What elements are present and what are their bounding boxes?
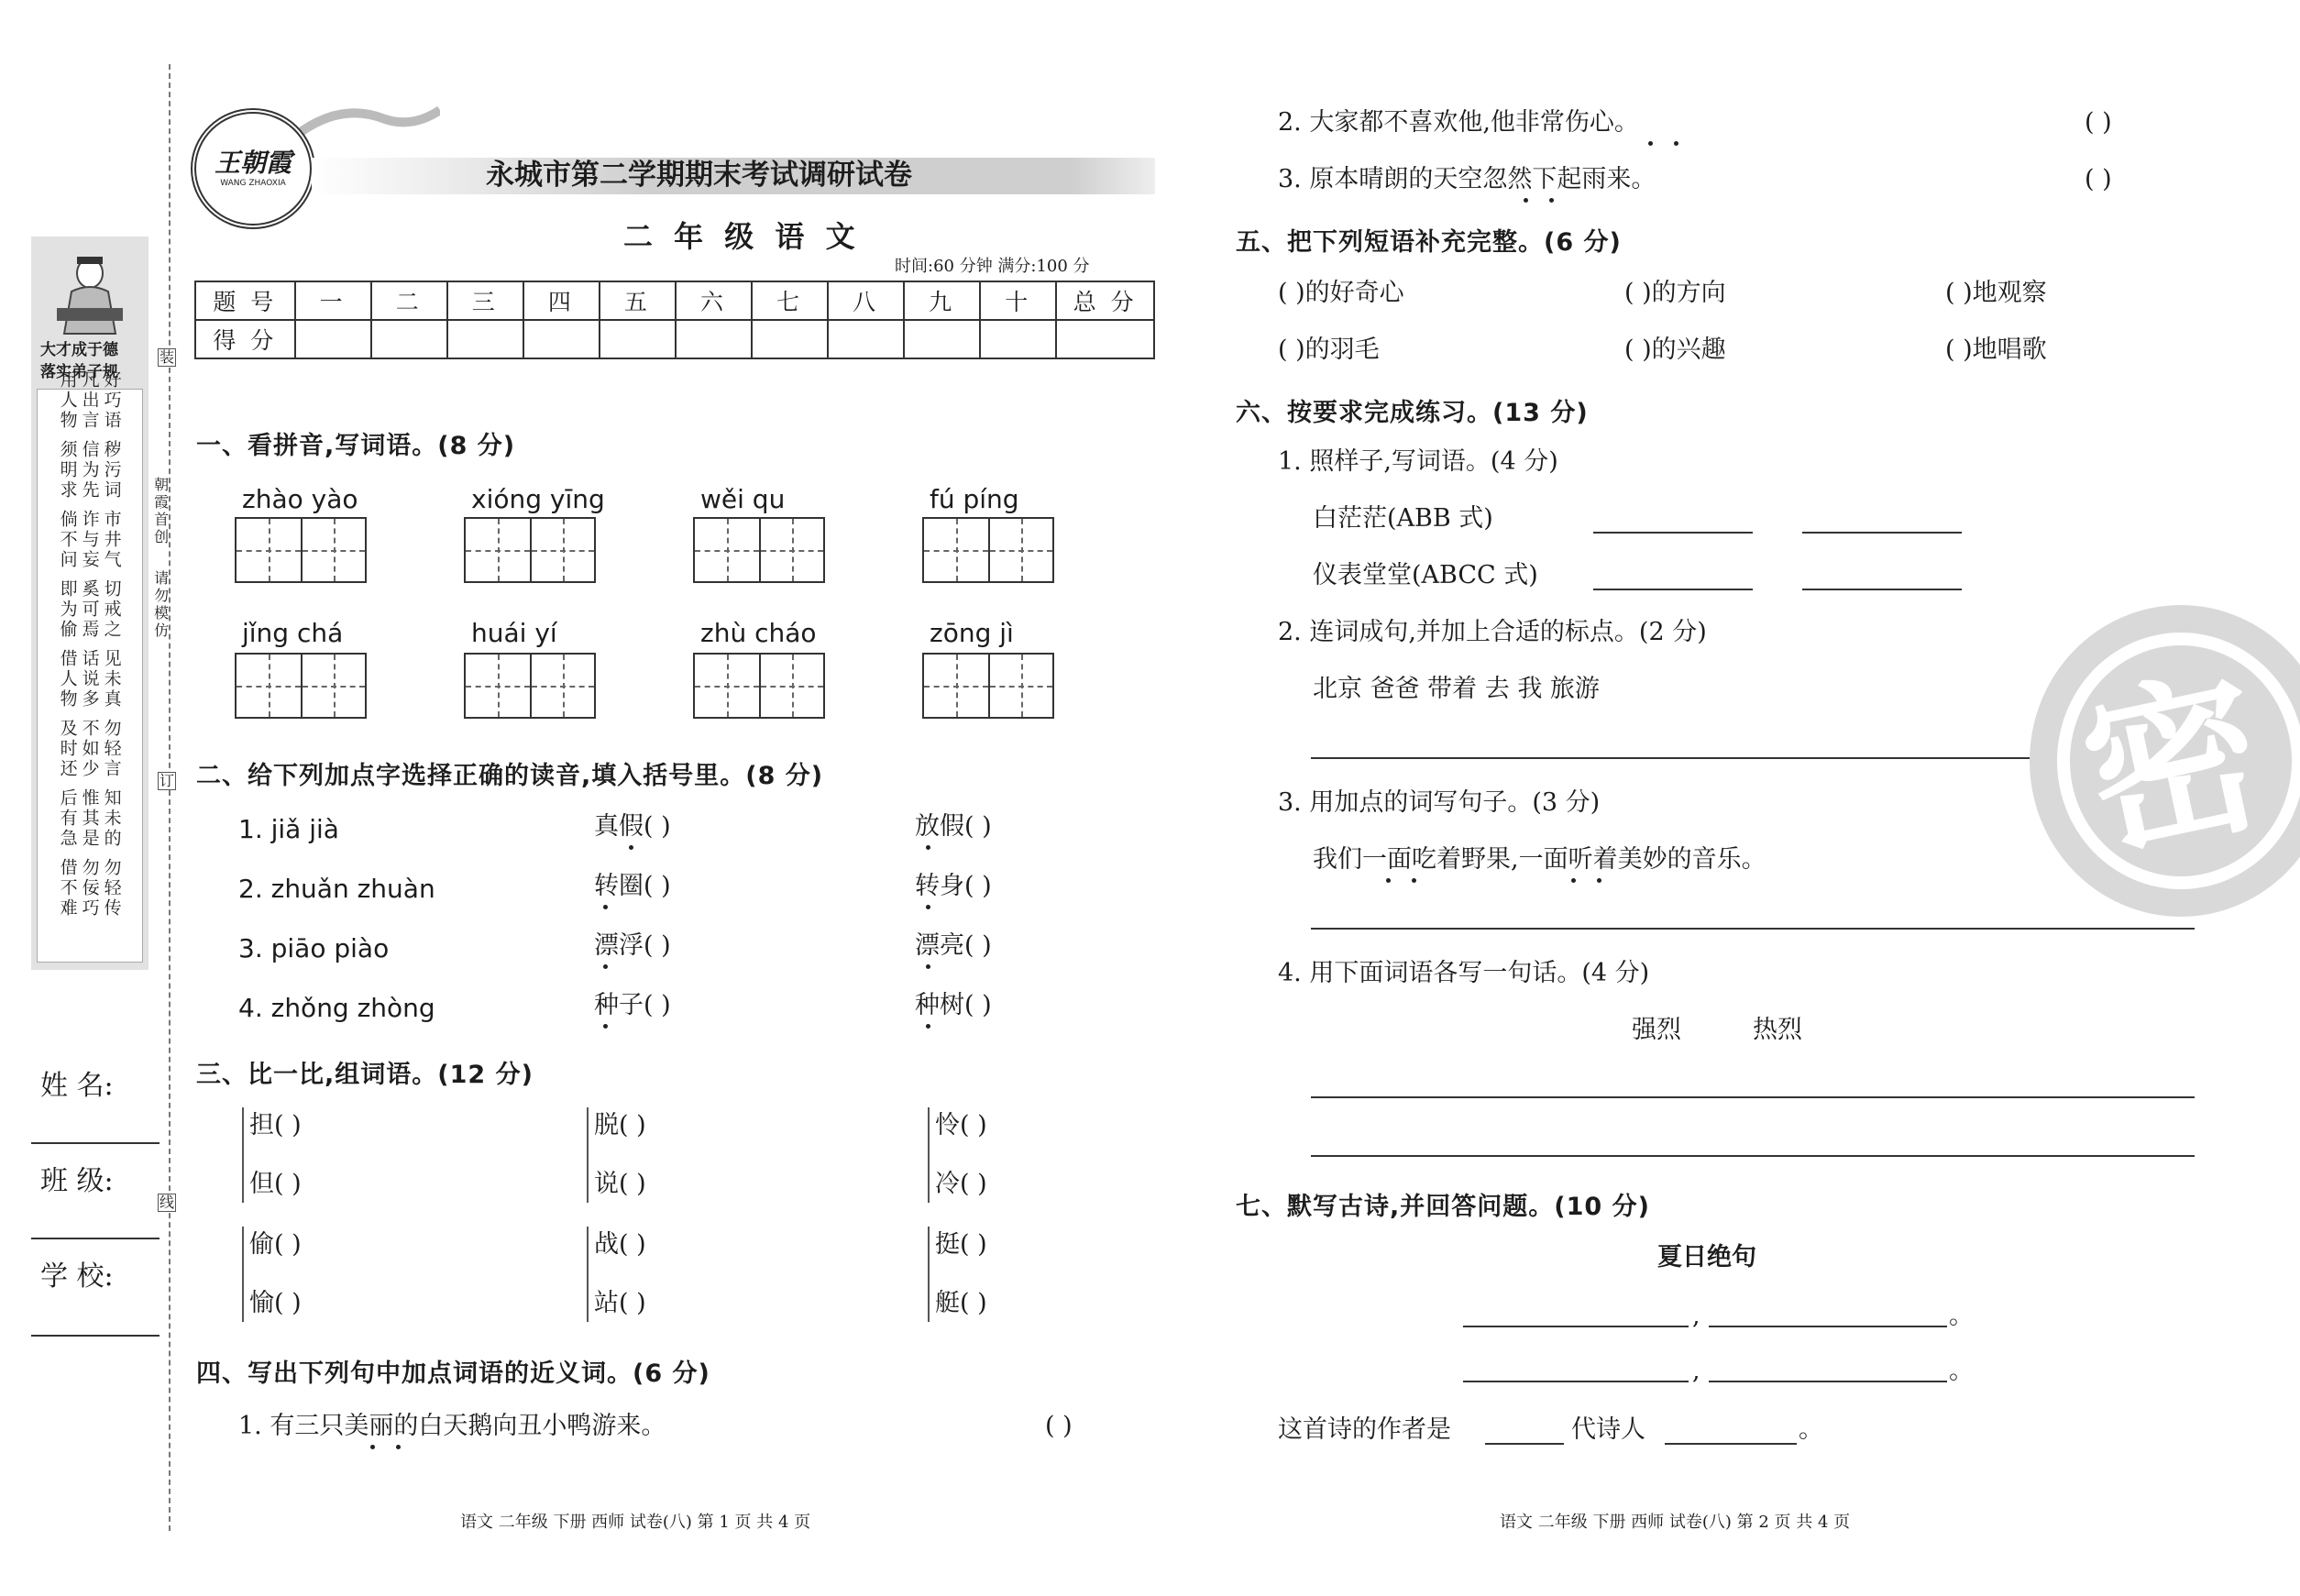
phrase-item[interactable]: ( )的羽毛 bbox=[1278, 336, 1380, 364]
emphasis-dot bbox=[1386, 878, 1391, 883]
poem-blank[interactable] bbox=[1709, 1381, 1947, 1382]
q4-paren-2[interactable]: ( ) bbox=[2085, 108, 2112, 137]
poem-comma: , bbox=[1692, 1357, 1700, 1385]
poem-comma: , bbox=[1692, 1302, 1700, 1330]
proverb-column: 用人物 bbox=[57, 370, 78, 431]
confidential-stamp bbox=[2030, 605, 2300, 917]
proverb-column: 须明求 bbox=[57, 440, 78, 501]
score-table-score-row bbox=[195, 320, 1154, 358]
score-header-cell: 总 分 bbox=[1056, 281, 1154, 320]
q6-sentence: 我们一面吃着野果,一面听着美妙的音乐。 bbox=[1313, 845, 1766, 874]
q6-word-2: 热烈 bbox=[1753, 1016, 1802, 1044]
q6-example-2: 仪表堂堂(ABCC 式) bbox=[1313, 561, 1538, 589]
proverb-column: 勿轻传 bbox=[101, 858, 122, 919]
vertical-note-2: 请勿模仿 bbox=[151, 570, 170, 640]
compare-item[interactable]: 愉( ) bbox=[249, 1289, 302, 1317]
tianzige-cell[interactable] bbox=[695, 519, 759, 581]
vertical-note-1: 朝霞首创 bbox=[151, 477, 170, 546]
pinyin-options: 1. jiǎ jià bbox=[238, 814, 339, 844]
tianzige-cell[interactable] bbox=[924, 655, 988, 717]
proverb-column: 诈与妄 bbox=[79, 510, 100, 570]
compare-item[interactable]: 战( ) bbox=[594, 1230, 646, 1259]
phrase-item[interactable]: ( )地观察 bbox=[1945, 279, 2047, 307]
tianzige-box[interactable] bbox=[464, 517, 596, 583]
phrase-item[interactable]: ( )地唱歌 bbox=[1945, 336, 2047, 364]
tianzige-cell[interactable] bbox=[301, 655, 365, 717]
score-table bbox=[194, 281, 1155, 359]
compare-item[interactable]: 怜( ) bbox=[935, 1111, 987, 1139]
compare-item[interactable]: 偷( ) bbox=[249, 1230, 302, 1259]
answer-blank[interactable] bbox=[1593, 589, 1753, 590]
author-prompt-2: 代诗人 bbox=[1571, 1415, 1645, 1444]
answer-line[interactable] bbox=[1311, 928, 2195, 930]
answer-line[interactable] bbox=[1311, 1096, 2195, 1098]
score-header-cell: 九 bbox=[904, 281, 980, 320]
answer-blank[interactable] bbox=[1802, 589, 1962, 590]
pair-bracket bbox=[242, 1107, 244, 1203]
word-choice[interactable]: 种子( ) bbox=[594, 991, 671, 1019]
tianzige-cell[interactable] bbox=[530, 519, 594, 581]
pair-bracket bbox=[587, 1227, 589, 1322]
dynasty-blank[interactable] bbox=[1485, 1443, 1564, 1445]
emphasis-dot bbox=[926, 845, 930, 850]
cut-mark-3: 线 bbox=[160, 1194, 175, 1211]
q6-sub4: 4. 用下面词语各写一句话。(4 分) bbox=[1278, 959, 1650, 987]
score-header-cell: 八 bbox=[828, 281, 904, 320]
tianzige-cell[interactable] bbox=[301, 519, 365, 581]
pair-bracket bbox=[587, 1107, 589, 1203]
pinyin-label: wěi qu bbox=[700, 484, 786, 514]
motto-line-2: 落实弟子规 bbox=[40, 363, 118, 381]
emphasis-dot bbox=[1412, 878, 1416, 883]
author-prompt-3: 。 bbox=[1799, 1415, 1823, 1444]
pair-bracket bbox=[928, 1227, 930, 1322]
poem-period: 。 bbox=[1949, 1357, 1974, 1385]
emphasis-dot bbox=[926, 905, 930, 909]
word-choice[interactable]: 漂浮( ) bbox=[594, 931, 671, 960]
stamp-character: 密 bbox=[2066, 646, 2281, 884]
emphasis-dot bbox=[603, 905, 608, 909]
word-choice[interactable]: 放假( ) bbox=[915, 812, 992, 841]
school-label: 学 校: bbox=[40, 1260, 114, 1293]
pinyin-options: 3. piāo piào bbox=[238, 933, 390, 963]
answer-blank[interactable] bbox=[1802, 532, 1962, 534]
emphasis-dot bbox=[1674, 141, 1678, 146]
footer-left: 语文 二年级 下册 西师 试卷(八) 第 1 页 共 4 页 bbox=[460, 1513, 811, 1532]
q4-item-2: 2. 大家都不喜欢他,他非常伤心。 bbox=[1278, 108, 1639, 137]
score-row-label: 得 分 bbox=[195, 320, 295, 358]
emphasis-dot bbox=[1571, 878, 1576, 883]
pinyin-options: 2. zhuǎn zhuàn bbox=[238, 874, 435, 904]
proverb-column: 切戒之 bbox=[101, 579, 122, 640]
proverb-column: 信为先 bbox=[79, 440, 100, 501]
pinyin-label: xióng yīng bbox=[471, 484, 605, 514]
score-input-cell[interactable] bbox=[523, 320, 600, 358]
proverb-column: 见未真 bbox=[101, 649, 122, 710]
q4-item-1: 1. 有三只美丽的白天鹅向丑小鸭游来。 bbox=[238, 1412, 666, 1440]
poem-blank[interactable] bbox=[1709, 1326, 1947, 1327]
proverb-column: 借人物 bbox=[57, 649, 78, 710]
compare-item[interactable]: 说( ) bbox=[594, 1170, 646, 1198]
score-input-cell[interactable] bbox=[371, 320, 447, 358]
author-prompt: 这首诗的作者是 bbox=[1278, 1415, 1451, 1444]
word-choice[interactable]: 转圈( ) bbox=[594, 872, 671, 900]
emphasis-dot bbox=[1524, 198, 1528, 203]
proverb-column: 话说多 bbox=[79, 649, 100, 710]
exam-title: 永城市第二学期期末考试调研试卷 bbox=[486, 159, 912, 192]
compare-item[interactable]: 艇( ) bbox=[935, 1289, 987, 1317]
poem-period: 。 bbox=[1949, 1302, 1974, 1330]
q3-title: 三、比一比,组词语。(12 分) bbox=[196, 1061, 534, 1089]
score-header-cell: 二 bbox=[371, 281, 447, 320]
score-input-cell[interactable] bbox=[447, 320, 523, 358]
score-input-cell[interactable] bbox=[1056, 320, 1154, 358]
compare-item[interactable]: 冷( ) bbox=[935, 1170, 987, 1198]
q4-paren-1[interactable]: ( ) bbox=[1045, 1412, 1073, 1440]
emphasis-dot bbox=[603, 964, 608, 969]
class-blank bbox=[31, 1238, 160, 1239]
cut-mark-1: 装 bbox=[160, 348, 175, 366]
score-input-cell[interactable] bbox=[295, 320, 371, 358]
pinyin-label: zōng jì bbox=[930, 618, 1014, 648]
pinyin-label: zhào yào bbox=[242, 484, 358, 514]
tianzige-cell[interactable] bbox=[530, 655, 594, 717]
pinyin-options: 4. zhǒng zhòng bbox=[238, 993, 435, 1023]
word-choice[interactable]: 转身( ) bbox=[915, 872, 992, 900]
proverb-column: 秽污词 bbox=[101, 440, 122, 501]
score-header-cell: 五 bbox=[600, 281, 676, 320]
proverb-column: 即为偷 bbox=[57, 579, 78, 640]
score-header-cell: 四 bbox=[523, 281, 600, 320]
tianzige-box[interactable] bbox=[922, 517, 1054, 583]
emphasis-dot bbox=[926, 964, 930, 969]
proverb-column: 知未的 bbox=[101, 788, 122, 849]
tianzige-cell[interactable] bbox=[237, 655, 301, 717]
motto-line-1: 大才成于德 bbox=[40, 341, 118, 359]
q4-item-3: 3. 原本晴朗的天空忽然下起雨来。 bbox=[1278, 165, 1656, 193]
emphasis-dot bbox=[629, 845, 633, 850]
ribbon-decoration bbox=[293, 101, 440, 156]
brand-logo bbox=[191, 108, 315, 229]
proverb-column: 借不难 bbox=[57, 858, 78, 919]
proverb-column: 惟其是 bbox=[79, 788, 100, 849]
tianzige-box[interactable] bbox=[235, 517, 367, 583]
q5-title: 五、把下列短语补充完整。(6 分) bbox=[1236, 228, 1622, 257]
poem-blank[interactable] bbox=[1463, 1326, 1689, 1327]
exam-subject: 二 年 级 语 文 bbox=[623, 219, 861, 254]
score-input-cell[interactable] bbox=[980, 320, 1056, 358]
answer-blank[interactable] bbox=[1593, 532, 1753, 534]
cut-mark-2: 订 bbox=[160, 772, 175, 789]
brand-name: 王朝霞 bbox=[214, 147, 292, 178]
emphasis-dot bbox=[396, 1445, 401, 1449]
tianzige-box[interactable] bbox=[693, 517, 825, 583]
score-header-cell: 六 bbox=[676, 281, 752, 320]
tianzige-box[interactable] bbox=[464, 653, 596, 719]
word-choice[interactable]: 真假( ) bbox=[594, 812, 671, 841]
poem-blank[interactable] bbox=[1463, 1381, 1689, 1382]
score-table-header-row bbox=[195, 281, 1154, 320]
q6-word-1: 强烈 bbox=[1632, 1016, 1681, 1044]
emphasis-dot bbox=[603, 1024, 608, 1029]
proverb-column: 后有急 bbox=[57, 788, 78, 849]
brand-subtitle: WANG ZHAOXIA bbox=[220, 178, 286, 188]
tianzige-cell[interactable] bbox=[237, 519, 301, 581]
q4-paren-3[interactable]: ( ) bbox=[2085, 165, 2112, 193]
emphasis-dot bbox=[370, 1445, 375, 1449]
q6-sub2: 2. 连词成句,并加上合适的标点。(2 分) bbox=[1278, 618, 1707, 646]
phrase-item[interactable]: ( )的方向 bbox=[1624, 279, 1726, 307]
tianzige-cell[interactable] bbox=[759, 519, 823, 581]
answer-line[interactable] bbox=[1311, 1155, 2195, 1157]
tianzige-cell[interactable] bbox=[695, 655, 759, 717]
pinyin-label: fú píng bbox=[930, 484, 1019, 514]
q4-title: 四、写出下列句中加点词语的近义词。(6 分) bbox=[196, 1359, 710, 1388]
pinyin-label: huái yí bbox=[471, 618, 557, 648]
compare-item[interactable]: 但( ) bbox=[249, 1170, 302, 1198]
emphasis-dot bbox=[1648, 141, 1653, 146]
emphasis-dot bbox=[1549, 198, 1554, 203]
phrase-item[interactable]: ( )的兴趣 bbox=[1624, 336, 1726, 364]
emphasis-dot bbox=[1597, 878, 1601, 883]
score-header-cell: 七 bbox=[752, 281, 828, 320]
compare-item[interactable]: 脱( ) bbox=[594, 1111, 646, 1139]
class-label: 班 级: bbox=[40, 1165, 114, 1197]
pinyin-label: jǐng chá bbox=[242, 618, 344, 648]
school-blank bbox=[31, 1335, 160, 1337]
score-input-cell[interactable] bbox=[828, 320, 904, 358]
proverb-column: 勿佞巧 bbox=[79, 858, 100, 919]
emphasis-dot bbox=[926, 1024, 930, 1029]
poem-title: 夏日绝句 bbox=[1657, 1243, 1756, 1271]
compare-item[interactable]: 挺( ) bbox=[935, 1230, 987, 1259]
proverb-column: 倘不问 bbox=[57, 510, 78, 570]
tianzige-box[interactable] bbox=[693, 653, 825, 719]
score-input-cell[interactable] bbox=[904, 320, 980, 358]
proverb-column: 奚可焉 bbox=[79, 579, 100, 640]
score-header-cell: 十 bbox=[980, 281, 1056, 320]
tianzige-cell[interactable] bbox=[988, 519, 1052, 581]
cut-line bbox=[169, 64, 171, 1531]
tianzige-cell[interactable] bbox=[988, 655, 1052, 717]
phrase-item[interactable]: ( )的好奇心 bbox=[1278, 279, 1404, 307]
tianzige-box[interactable] bbox=[235, 653, 367, 719]
compare-item[interactable]: 站( ) bbox=[594, 1289, 646, 1317]
tianzige-cell[interactable] bbox=[924, 519, 988, 581]
proverb-column: 勿轻言 bbox=[101, 719, 122, 779]
tianzige-box[interactable] bbox=[922, 653, 1054, 719]
q6-sub1: 1. 照样子,写词语。(4 分) bbox=[1278, 447, 1558, 476]
pair-bracket bbox=[928, 1107, 930, 1203]
score-input-cell[interactable] bbox=[600, 320, 676, 358]
poet-blank[interactable] bbox=[1665, 1443, 1797, 1445]
score-header-cell: 一 bbox=[295, 281, 371, 320]
q6-example-1: 白茫茫(ABB 式) bbox=[1313, 504, 1493, 533]
footer-right: 语文 二年级 下册 西师 试卷(八) 第 2 页 共 4 页 bbox=[1500, 1513, 1851, 1532]
score-input-cell[interactable] bbox=[676, 320, 752, 358]
proverb-column: 不如少 bbox=[79, 719, 100, 779]
score-header-cell: 题 号 bbox=[195, 281, 295, 320]
pinyin-label: zhù cháo bbox=[700, 618, 817, 648]
q6-title: 六、按要求完成练习。(13 分) bbox=[1236, 399, 1589, 427]
compare-item[interactable]: 担( ) bbox=[249, 1111, 302, 1139]
word-choice[interactable]: 种树( ) bbox=[915, 991, 992, 1019]
q6-words: 北京 爸爸 带着 去 我 旅游 bbox=[1313, 675, 1600, 703]
q1-title: 一、看拼音,写词语。(8 分) bbox=[196, 432, 516, 460]
name-label: 姓 名: bbox=[40, 1070, 114, 1102]
tianzige-cell[interactable] bbox=[466, 519, 530, 581]
proverb-column: 及时还 bbox=[57, 719, 78, 779]
score-input-cell[interactable] bbox=[752, 320, 828, 358]
q6-sub3: 3. 用加点的词写句子。(3 分) bbox=[1278, 788, 1601, 817]
q7-title: 七、默写古诗,并回答问题。(10 分) bbox=[1236, 1193, 1650, 1221]
proverb-column: 市井气 bbox=[101, 510, 122, 570]
tianzige-cell[interactable] bbox=[759, 655, 823, 717]
proverb-column: 好巧语 bbox=[101, 370, 122, 431]
word-choice[interactable]: 漂亮( ) bbox=[915, 931, 992, 960]
exam-meta: 时间:60 分钟 满分:100 分 bbox=[895, 257, 1090, 276]
tianzige-cell[interactable] bbox=[466, 655, 530, 717]
score-header-cell: 三 bbox=[447, 281, 523, 320]
q2-title: 二、给下列加点字选择正确的读音,填入括号里。(8 分) bbox=[196, 762, 824, 790]
pair-bracket bbox=[242, 1227, 244, 1322]
proverb-column: 凡出言 bbox=[79, 370, 100, 431]
name-blank bbox=[31, 1142, 160, 1144]
scholar-figure bbox=[53, 253, 127, 336]
